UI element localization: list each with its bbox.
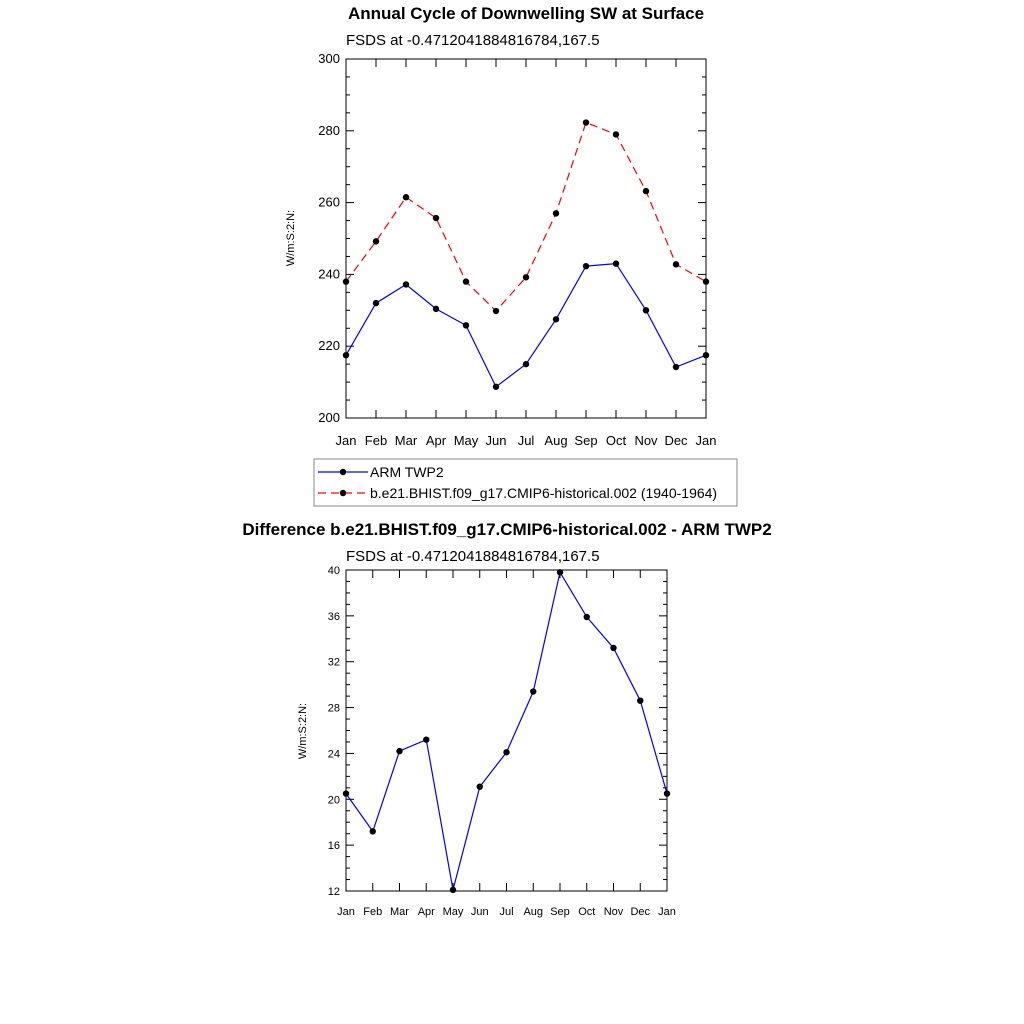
- chart2-series-1-point: [637, 697, 643, 703]
- legend-label-arm: ARM TWP2: [370, 464, 444, 480]
- chart1-series-1-line: [346, 264, 706, 387]
- chart2-series-1-point: [343, 790, 349, 796]
- chart1-series-2-point: [613, 131, 619, 137]
- chart2-x-tick-label: Sep: [550, 906, 570, 918]
- chart1-series-2-point: [523, 274, 529, 280]
- chart1-x-tick-label: Sep: [574, 433, 598, 448]
- chart1-x-tick-label: Dec: [664, 433, 688, 448]
- chart1-y-tick-label: 220: [318, 338, 340, 354]
- chart2-series-1-point: [584, 614, 590, 620]
- chart2-x-tick-label: Dec: [630, 906, 651, 918]
- chart2-series-1-point: [557, 569, 563, 575]
- chart1-series-1-point: [553, 316, 559, 322]
- chart1-series-2-point: [643, 188, 649, 194]
- chart2-series-1-point: [503, 749, 509, 755]
- chart2-y-tick-label: 20: [327, 794, 340, 807]
- chart1-series-2-point: [493, 308, 499, 314]
- chart1-x-tick-label: Jan: [335, 433, 357, 448]
- chart2-x-tick-label: Oct: [578, 906, 596, 918]
- chart1-x-tick-label: Jan: [695, 433, 717, 448]
- chart2-x-tick-label: Feb: [363, 906, 383, 918]
- chart2-y-tick-label: 16: [327, 840, 340, 853]
- chart2-subtitle: FSDS at -0.4712041884816784,167.5: [346, 548, 600, 565]
- chart1-series-2-point: [343, 278, 349, 284]
- chart1-series-1-point: [673, 364, 679, 370]
- chart2-series-1-point: [450, 887, 456, 893]
- chart2-y-tick-label: 12: [327, 886, 340, 898]
- chart1-series-1-point: [493, 384, 499, 390]
- chart2-series-1-point: [610, 645, 616, 651]
- chart2-x-tick-label: May: [442, 906, 464, 918]
- chart2-y-tick-label: 36: [327, 610, 340, 623]
- chart2-x-tick-label: Jan: [337, 906, 355, 918]
- chart1-x-tick-label: Feb: [364, 433, 388, 448]
- chart1-series-2-line: [346, 123, 706, 312]
- chart1-series-1-point: [643, 307, 649, 313]
- chart1-y-tick-label: 260: [318, 194, 340, 210]
- chart1-x-tick-label: Nov: [634, 433, 658, 448]
- chart2-y-tick-label: 24: [327, 748, 340, 761]
- chart2-y-tick-label: 40: [327, 565, 340, 577]
- chart2-x-tick-label: Jun: [470, 906, 489, 918]
- legend-marker-arm: [340, 469, 346, 475]
- legend-label-model: b.e21.BHIST.f09_g17.CMIP6-historical.002 (1940-1964): [370, 485, 718, 501]
- chart1-series-1-point: [343, 352, 349, 358]
- chart1-y-tick-label: 200: [318, 410, 340, 425]
- chart1-series-2-point: [463, 278, 469, 284]
- chart1-x-tick-label: Aug: [544, 433, 568, 448]
- chart2-x-tick-label: Apr: [417, 906, 435, 918]
- chart2-series-1-point: [370, 828, 376, 834]
- chart1-series-2-point: [583, 119, 589, 125]
- chart2-x-tick-label: Nov: [603, 906, 624, 918]
- chart2-x-tick-label: Jul: [499, 906, 514, 918]
- chart2-x-tick-label: Jan: [658, 906, 676, 918]
- chart1-series-1-point: [373, 300, 379, 306]
- chart1-series-1-point: [433, 306, 439, 312]
- chart1-y-tick-label: 300: [318, 51, 340, 66]
- chart1-subtitle: FSDS at -0.4712041884816784,167.5: [346, 32, 600, 49]
- chart1-series-1-point: [613, 260, 619, 266]
- chart2-series-1-line: [346, 572, 667, 890]
- chart2-x-tick-label: Mar: [390, 906, 409, 918]
- chart1-series-1-point: [463, 322, 469, 328]
- chart1-legend: [314, 459, 737, 506]
- chart1-series-2-point: [703, 278, 709, 284]
- chart1-x-tick-label: Apr: [425, 433, 447, 448]
- chart2-y-axis-label: W/m:S:2:N:: [297, 702, 309, 760]
- chart1-series-2-point: [373, 238, 379, 244]
- chart2-series-1-point: [396, 748, 402, 754]
- chart2-plot-frame: [346, 570, 667, 891]
- chart1-series-1-point: [523, 361, 529, 367]
- chart2-series-1-point: [664, 790, 670, 796]
- chart2-title: Difference b.e21.BHIST.f09_g17.CMIP6-historical.002 - ARM TWP2: [242, 520, 772, 539]
- chart1-series-2-point: [403, 194, 409, 200]
- chart1-x-tick-label: Oct: [605, 433, 627, 448]
- chart1-series-2-point: [433, 215, 439, 221]
- chart1-series-2-point: [553, 210, 559, 216]
- chart1-series-1-point: [703, 352, 709, 358]
- chart2-y-tick-label: 28: [327, 702, 340, 715]
- chart1-x-tick-label: Mar: [394, 433, 418, 448]
- chart1-series-2-point: [673, 261, 679, 267]
- chart1-y-tick-label: 240: [318, 266, 340, 282]
- chart2-y-tick-label: 32: [327, 656, 340, 669]
- chart1-x-tick-label: Jul: [517, 433, 535, 448]
- legend-marker-model: [340, 490, 346, 496]
- chart1-title: Annual Cycle of Downwelling SW at Surface: [347, 4, 705, 23]
- chart1-y-axis-label: W/m:S:2:N:: [285, 209, 297, 267]
- chart1-series-1-point: [403, 281, 409, 287]
- chart2-x-tick-label: Aug: [523, 906, 544, 918]
- chart2-series-1-point: [477, 783, 483, 789]
- chart1-series-1-point: [583, 263, 589, 269]
- chart1-x-tick-label: May: [453, 433, 479, 448]
- chart1-x-tick-label: Jun: [485, 433, 507, 448]
- chart2-series-1-point: [530, 688, 536, 694]
- chart2-series-1-point: [423, 736, 429, 742]
- chart1-y-tick-label: 280: [318, 122, 340, 138]
